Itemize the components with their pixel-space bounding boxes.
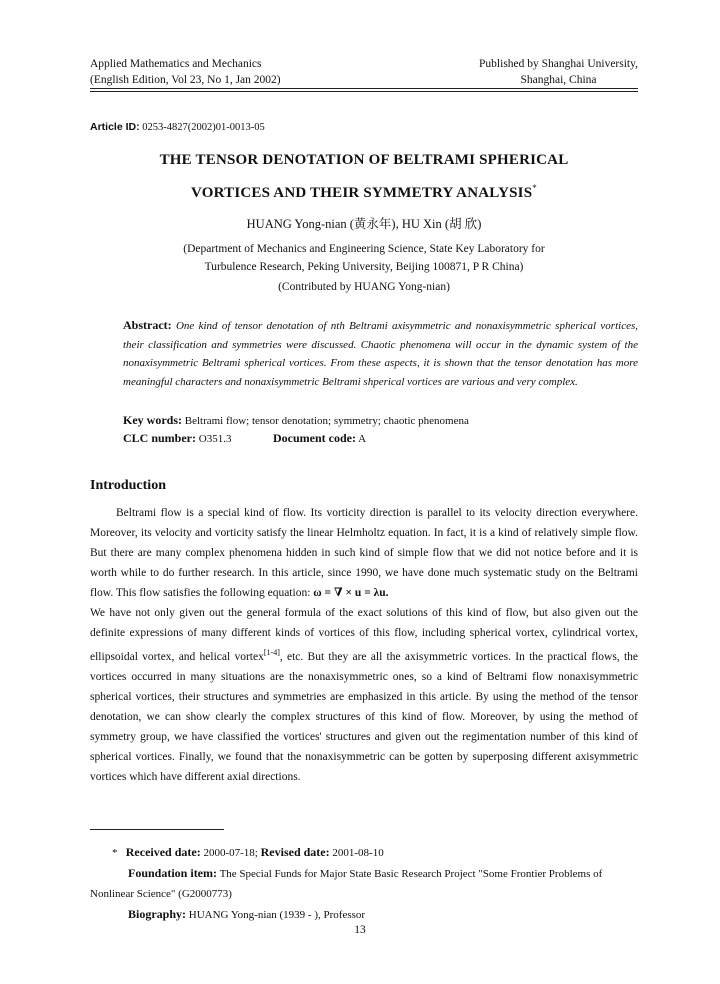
- revised-value: 2001-08-10: [332, 847, 384, 859]
- contributed-by: (Contributed by HUANG Yong-nian): [278, 281, 450, 293]
- publisher-location: Shanghai, China: [520, 74, 597, 86]
- keywords-label: Key words:: [123, 413, 182, 427]
- publisher-header: [479, 56, 638, 88]
- keywords-text: Beltrami flow; tensor denotation; symmetry; chaotic phenomena: [184, 415, 469, 427]
- journal-header: [90, 56, 281, 88]
- helmholtz-equation: ω = ∇ × u = λu.: [313, 587, 389, 599]
- doc-code-value: A: [358, 433, 367, 445]
- title-line-1: THE TENSOR DENOTATION OF BELTRAMI SPHERICAL: [159, 152, 569, 168]
- foundation-value: The Special Funds for Major State Basic Research Project "Some Frontier Problems of Nonlinear Science" (G2000773): [90, 868, 603, 900]
- clc-label: CLC number:: [123, 431, 197, 445]
- journal-edition: (English Edition, Vol 23, No 1, Jan 2002): [90, 74, 281, 86]
- authors: HUANG Yong-nian (黄永年), HU Xin (胡 欣): [246, 217, 482, 231]
- affiliation: [90, 240, 638, 276]
- affiliation-line-1: (Department of Mechanics and Engineering Science, State Key Laboratory for: [183, 243, 545, 255]
- biography-line: [90, 904, 638, 925]
- footnote-rule: [90, 829, 224, 830]
- biography-value: HUANG Yong-nian (1939 - ), Professor: [188, 909, 366, 921]
- foundation-line: [90, 863, 638, 904]
- header-rule-top: [90, 88, 638, 89]
- intro-paragraph-1: Beltrami flow is a special kind of flow. Its vorticity direction is parallel to its velocity direction everywhere. Moreover, its velocity and vorticity satisfy the linear Helmholtz equation. In fact, it is a kind of relatively simple flow. But there are many complex phenomena hidden in such kind of simple flow that we did not notice before and it is worth while to do further research. In this article, since 1990, we have done much systematic study on the Beltrami flow. This flow satisfies the following equation: ω = ∇ × u = λu.: [90, 507, 638, 599]
- clc-value: O351.3: [198, 433, 232, 445]
- intro-paragraph-2: We have not only given out the general formula of the exact solutions of this kind of flow, but also given out the definite expressions of many different kinds of vortices of this flow, including spherical vortex, cylindrical vortex, ellipsoidal vortex, and helical vortex[1-4], etc. But they are all the axisymmetric vortices. In the practical flows, the vortices occurred in many situations are the nonaxisymmetric ones, so a kind of Beltrami flow nonaxisymmetric spherical vortices, their structures and symmetries are emphasized in this article. By using the method of the tensor denotation, we can show clearly the complex structures of this kind of flow. Moreover, by using the method of symmetry group, we have classified the vortices' structures and given out the regimentation number of this kind of spherical vortices. Finally, we found that the nonaxisymmetric can be gotten by superposing different axisymmetric vortices which have different axial directions.: [90, 607, 639, 783]
- article-id-value: 0253-4827(2002)01-0013-05: [142, 122, 265, 133]
- article-id: [90, 121, 265, 133]
- doc-code-label: Document code:: [272, 431, 356, 445]
- journal-name: Applied Mathematics and Mechanics: [90, 58, 262, 70]
- abstract-label: Abstract:: [123, 318, 172, 332]
- publisher-name: Published by Shanghai University,: [479, 58, 638, 70]
- abstract: [123, 316, 638, 391]
- classification-line: [123, 430, 469, 448]
- citation-ref: [1-4]: [263, 648, 280, 657]
- received-value: 2000-07-18;: [203, 847, 258, 859]
- affiliation-line-2: Turbulence Research, Peking University, Beijing 100871, P R China): [204, 261, 524, 273]
- page-number: 13: [354, 924, 366, 936]
- introduction-body: [90, 503, 638, 787]
- abstract-text: One kind of tensor denotation of nth Beltrami axisymmetric and nonaxisymmetric spherical vortices, their classification and symmetries were discussed. Chaotic phenomena will occur in the dynamic system of the nonaxisymmetric Beltrami spherical vortices. From these aspects, it is shown that the tensor denotation has more meaningful characters and nonaxisymmetric Beltrami shperical vortices are various and very complex.: [123, 320, 638, 388]
- received-label: Received date:: [125, 845, 201, 859]
- foundation-label: Foundation item:: [128, 866, 218, 880]
- keywords-line: [123, 412, 469, 430]
- section-heading: Introduction: [90, 478, 166, 493]
- dates-line: [90, 842, 638, 863]
- keywords-block: [123, 412, 469, 448]
- revised-label: Revised date:: [260, 845, 330, 859]
- footnote-mark: *: [112, 847, 118, 859]
- footnotes: [90, 842, 638, 925]
- biography-label: Biography:: [128, 907, 187, 921]
- header-rule-bottom: [90, 91, 638, 92]
- paper-title: [90, 146, 638, 207]
- article-id-label: Article ID:: [90, 121, 140, 133]
- title-footnote-mark: *: [532, 183, 537, 193]
- title-line-2: VORTICES AND THEIR SYMMETRY ANALYSIS*: [191, 183, 537, 201]
